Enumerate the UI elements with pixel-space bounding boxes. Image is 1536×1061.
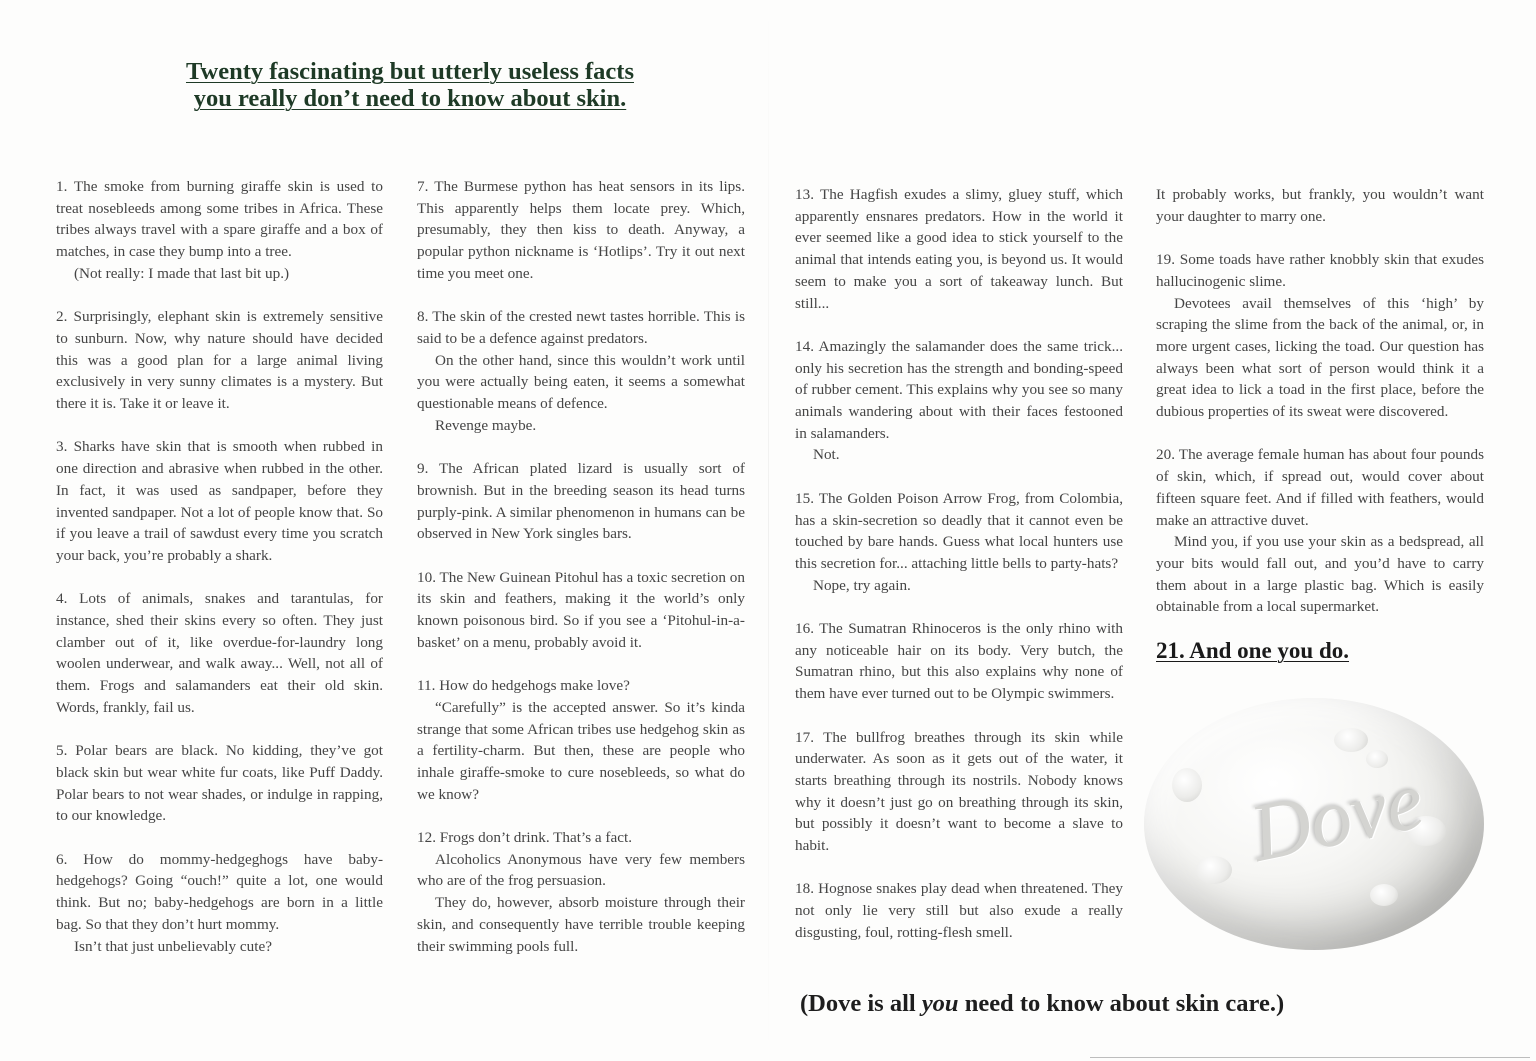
fact-block (417, 675, 745, 805)
fact-followup: Nope, try again. (813, 576, 911, 594)
fact-paragraph: 4. Lots of animals, snakes and tarantulas, for instance, shed their skins every so often. They just clamber out of it, like overdue-for-laundry long woolen underwear, and walk away... Well, not all of them. Frogs and salamanders eat their old skin. Words, frankly, fail us. (56, 590, 383, 716)
fact-block (417, 827, 745, 957)
fact-block (56, 436, 383, 566)
headline-line-1: Twenty fascinating but utterly useless facts (185, 58, 634, 85)
headline-line-2: you really don’t need to know about skin. (193, 85, 627, 112)
fact-block (56, 849, 383, 958)
fact-paragraph: 1. The smoke from burning giraffe skin is used to treat nosebleeds among some tribes in Africa. These tribes always travel with a spare giraffe and a box of matches, in case they bump into a tree. (56, 178, 383, 261)
foam-bubble (1370, 884, 1398, 906)
fact-block (1156, 249, 1484, 423)
fact-block (795, 618, 1123, 705)
fact-followup: Devotees avail themselves of this ‘high’ by scraping the slime from the back of the animal, or, in more urgent cases, licking the toad. Our question has always been what sort of person would think it a great idea to lick a toad in the first place, before the dubious properties of its sweat were discovered. (1156, 294, 1484, 421)
fact-block (795, 878, 1123, 943)
fact-followup: Isn’t that just unbelievably cute? (74, 937, 272, 955)
fact-followup: Revenge maybe. (435, 416, 537, 434)
fact-paragraph: 9. The African plated lizard is usually sort of brownish. But in the breeding season its head turns purply-pink. A similar phenomenon in humans can be observed in New York singles bars. (417, 460, 745, 543)
fact-block (56, 740, 383, 827)
text-column-4 (1156, 184, 1484, 661)
fact-paragraph: It probably works, but frankly, you wouldn’t want your daughter to marry one. (1156, 186, 1484, 225)
final-fact-heading: 21. And one you do. (1156, 637, 1350, 663)
fact-paragraph: 16. The Sumatran Rhinoceros is the only rhino with any noticeable hair on its body. Very butch, the Sumatran rhino, but this also explains why none of them have ever turned out to be Olympic swimmers. (795, 620, 1123, 703)
fact-paragraph: 6. How do mommy-hedgeghogs have baby-hedgehogs? Going “ouch!” quite a lot, one would think. But no; baby-hedgehogs are born in a little bag. So that they don’t hurt mommy. (56, 850, 383, 933)
fact-followup: Mind you, if you use your skin as a bedspread, all your bits would fall out, and you’d have to carry them about in a large plastic bag. Which is easily obtainable from a local supermarket. (1156, 533, 1484, 616)
fact-paragraph: 17. The bullfrog breathes through its skin while underwater. As soon as it gets out of the water, it starts breathing through its nostrils. Nobody knows why it doesn’t just go on breathing through its skin, but possibly it doesn’t want to become a slave to habit. (795, 728, 1123, 855)
tagline-emphasis: you (921, 990, 959, 1017)
fact-paragraph: 8. The skin of the crested newt tastes horrible. This is said to be a defence against predators. (417, 308, 745, 347)
fact-followup: “Carefully” is the accepted answer. So it’s kinda strange that some African tribes use hedgehog skin as a fertility-charm. But then, these are people who inhale giraffe-smoke to cure nosebleeds, so what do we know? (417, 698, 745, 803)
fact-block (417, 567, 745, 654)
fact-block (417, 458, 745, 545)
text-column-1 (56, 176, 383, 979)
fact-block (417, 176, 745, 285)
fact-followup: (Not really: I made that last bit up.) (74, 264, 290, 282)
soap-brand-emboss: Dove (1242, 754, 1431, 880)
headline (150, 58, 670, 112)
fact-paragraph: 19. Some toads have rather knobbly skin that exudes hallucinogenic slime. (1156, 251, 1484, 290)
bottom-rule (1090, 1057, 1530, 1058)
fact-block (1156, 444, 1484, 618)
fact-block (795, 336, 1123, 466)
fact-block (795, 727, 1123, 857)
text-column-3 (795, 184, 1123, 965)
fact-paragraph: 12. Frogs don’t drink. That’s a fact. (417, 829, 632, 847)
fact-followup: They do, however, absorb moisture through their skin, and consequently have terrible trouble keeping their swimming pools full. (417, 894, 745, 955)
fact-block (56, 588, 383, 718)
fact-paragraph: 3. Sharks have skin that is smooth when rubbed in one direction and abrasive when rubbed in the other. In fact, it was used as sandpaper, before they invented sandpaper. Not a lot of people know that. So if you leave a trail of sawdust every time you scratch your back, you’re probably a shark. (56, 438, 383, 564)
fact-paragraph: 20. The average female human has about four pounds of skin, which, if spread out, would cover about fifteen square feet. And if filled with feathers, would make an attractive duvet. (1156, 446, 1484, 529)
fact-paragraph: 7. The Burmese python has heat sensors in its lips. This apparently helps them locate prey. Which, presumably, they then kiss to death. Anyway, a popular python nickname is ‘Hotlips’. Try it out next time you meet one. (417, 178, 745, 282)
fact-followup: Alcoholics Anonymous have very few members who are of the frog persuasion. (417, 850, 745, 890)
fact-block (417, 306, 745, 436)
tagline-start: (Dove is all (800, 990, 922, 1017)
fact-paragraph: 18. Hognose snakes play dead when threatened. They not only lie very still but also exude a really disgusting, foul, rotting-flesh smell. (795, 880, 1123, 941)
fact-paragraph: 15. The Golden Poison Arrow Frog, from Colombia, has a skin-secretion so deadly that it cannot even be touched by bare hands. Guess what local hunters use this secretion for... attaching little bells to party-hats? (795, 489, 1123, 572)
page-fold (768, 0, 769, 1061)
fact-block (1156, 184, 1484, 227)
fact-paragraph: 10. The New Guinean Pitohul has a toxic secretion on its skin and feathers, making it the world’s only known poisonous bird. So if you see a ‘Pitohul-in-a-basket’ on a menu, probably avoid it. (417, 568, 745, 651)
foam-bubble (1172, 768, 1202, 802)
fact-paragraph: 2. Surprisingly, elephant skin is extremely sensitive to sunburn. Now, why nature should have decided this was a good plan for a large animal living exclusively in very sunny climates is a mystery. But there it is. Take it or leave it. (56, 308, 383, 413)
fact-followup: On the other hand, since this wouldn’t work until you were actually being eaten, it seems a somewhat questionable means of defence. (417, 351, 745, 413)
fact-block (56, 306, 383, 415)
fact-followup: Not. (813, 446, 840, 464)
fact-paragraph: 14. Amazingly the salamander does the same trick... only his secretion has the strength and bonding-speed of rubber cement. This explains why you see so many animals wandering about with their faces festooned in salamanders. (795, 337, 1123, 442)
text-column-2 (417, 176, 745, 979)
fact-block (795, 488, 1123, 597)
fact-block (56, 176, 383, 285)
fact-paragraph: 11. How do hedgehogs make love? (417, 677, 630, 695)
foam-bubble (1334, 728, 1368, 752)
tagline (800, 990, 1360, 1018)
column-4-facts (1156, 184, 1484, 618)
tagline-end: need to know about skin care.) (958, 990, 1285, 1017)
foam-bubble (1196, 856, 1232, 884)
dove-soap-image (1144, 698, 1484, 950)
fact-paragraph: 13. The Hagfish exudes a slimy, gluey stuff, which apparently ensnares predators. How in the world it ever seemed like a good idea to stick yourself to the animal that intends eating you, is beyond us. It would seem to make you a sort of takeaway lunch. But still... (795, 186, 1123, 312)
fact-block (795, 184, 1123, 314)
fact-paragraph: 5. Polar bears are black. No kidding, they’ve got black skin but wear white fur coats, like Puff Daddy. Polar bears to not wear shades, or indulge in rapping, to our knowledge. (56, 742, 383, 825)
